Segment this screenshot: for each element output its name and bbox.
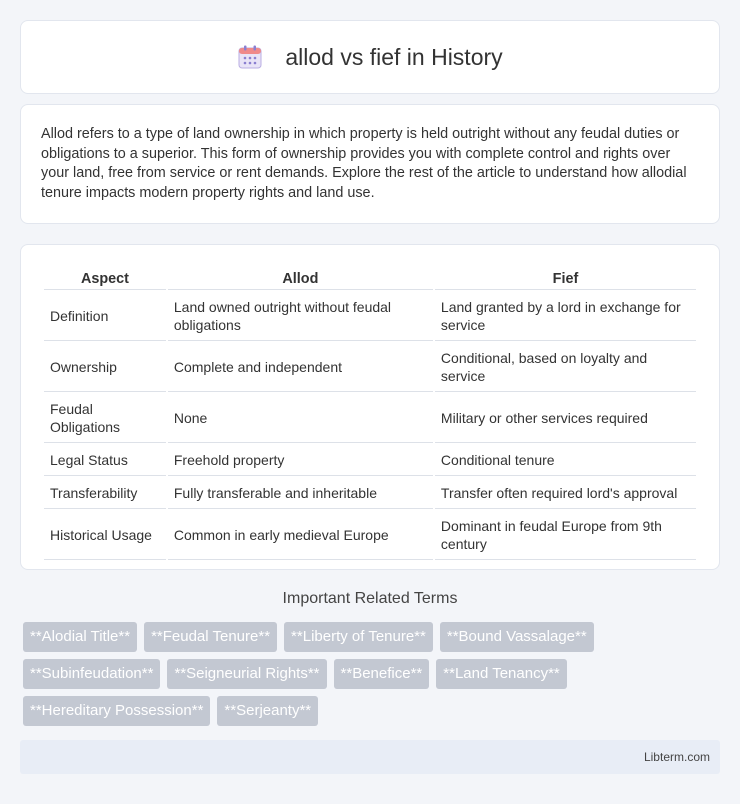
table-row bbox=[44, 394, 696, 443]
table-cell-allod: Complete and independent bbox=[168, 343, 433, 392]
related-term-tag[interactable]: **Feudal Tenure** bbox=[144, 622, 277, 652]
column-header-fief: Fief bbox=[435, 267, 696, 290]
table-cell-allod: Fully transferable and inheritable bbox=[168, 478, 433, 509]
intro-card bbox=[20, 104, 720, 224]
related-term-tag[interactable]: **Subinfeudation** bbox=[23, 659, 160, 689]
page-title: allod vs fief in History bbox=[285, 43, 503, 70]
table-cell-aspect: Legal Status bbox=[44, 445, 166, 476]
column-header-allod: Allod bbox=[168, 267, 433, 290]
related-term-tag[interactable]: **Seigneurial Rights** bbox=[167, 659, 326, 689]
related-term-tag[interactable]: **Liberty of Tenure** bbox=[284, 622, 433, 652]
table-cell-allod: Common in early medieval Europe bbox=[168, 511, 433, 560]
intro-text: Allod refers to a type of land ownership in which property is held outright without any feudal duties or obligations to a superior. This form of ownership provides you with complete control and rights over your land, free from service or rent demands. Explore the rest of the article to understand how allodial tenure impacts modern property rights and land use. bbox=[41, 126, 687, 201]
related-term-tag[interactable]: **Alodial Title** bbox=[23, 622, 137, 652]
table-cell-fief: Transfer often required lord's approval bbox=[435, 478, 696, 509]
table-row bbox=[44, 511, 696, 560]
related-terms-list bbox=[23, 622, 723, 733]
table-row bbox=[44, 292, 696, 341]
footer-brand-link[interactable]: Libterm.com bbox=[643, 750, 710, 764]
related-term-tag[interactable]: **Land Tenancy** bbox=[436, 659, 566, 689]
related-term-tag[interactable]: **Bound Vassalage** bbox=[440, 622, 594, 652]
table-cell-fief: Land granted by a lord in exchange for service bbox=[435, 292, 696, 341]
table-cell-fief: Conditional, based on loyalty and service bbox=[435, 343, 696, 392]
table-cell-aspect: Definition bbox=[44, 292, 166, 341]
related-term-tag[interactable]: **Serjeanty** bbox=[217, 696, 318, 726]
related-term-tag[interactable]: **Hereditary Possession** bbox=[23, 696, 210, 726]
table-row bbox=[44, 478, 696, 509]
table-cell-fief: Conditional tenure bbox=[435, 445, 696, 476]
table-cell-aspect: Transferability bbox=[44, 478, 166, 509]
comparison-table bbox=[42, 265, 698, 562]
header-card bbox=[20, 20, 720, 94]
comparison-table-card bbox=[20, 244, 720, 570]
table-row bbox=[44, 343, 696, 392]
table-cell-fief: Military or other services required bbox=[435, 394, 696, 443]
table-cell-allod: Land owned outright without feudal obligations bbox=[168, 292, 433, 341]
calendar-icon bbox=[237, 44, 263, 70]
footer bbox=[20, 740, 720, 774]
related-terms-title: Important Related Terms bbox=[282, 590, 458, 607]
table-row bbox=[44, 445, 696, 476]
related-term-tag[interactable]: **Benefice** bbox=[334, 659, 430, 689]
column-header-aspect: Aspect bbox=[44, 267, 166, 290]
table-cell-aspect: Ownership bbox=[44, 343, 166, 392]
table-cell-allod: Freehold property bbox=[168, 445, 433, 476]
table-cell-fief: Dominant in feudal Europe from 9th century bbox=[435, 511, 696, 560]
table-header-row bbox=[44, 267, 696, 290]
table-cell-aspect: Historical Usage bbox=[44, 511, 166, 560]
table-cell-allod: None bbox=[168, 394, 433, 443]
table-cell-aspect: Feudal Obligations bbox=[44, 394, 166, 443]
